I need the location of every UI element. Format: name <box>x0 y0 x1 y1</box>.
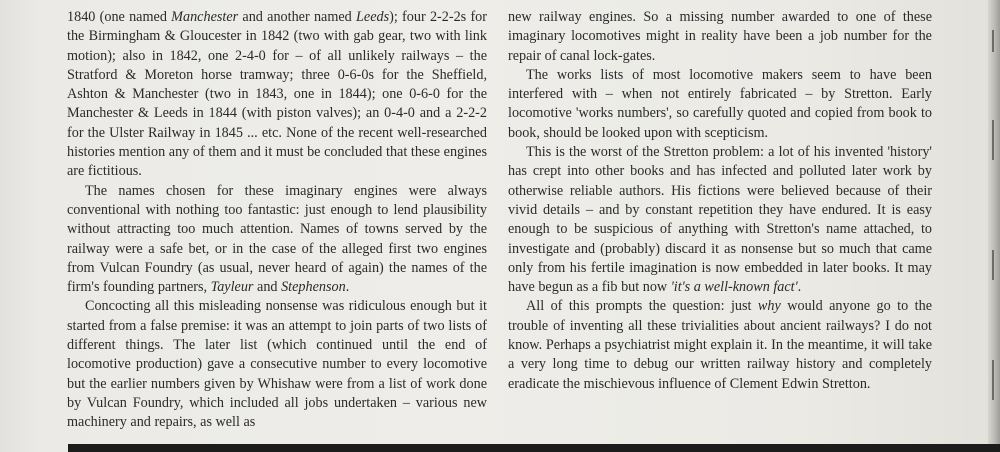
edge-mark <box>992 120 994 160</box>
page-shadow <box>0 0 40 452</box>
edge-mark <box>992 250 994 280</box>
paragraph-right-2: The works lists of most locomotive makers seem to have been interfered with – when not entirely fabricated – by Stretton. Early locomotive 'works numbers', so carefully quoted and copied from book to book, should be looked upon with scepticism. <box>508 66 932 141</box>
paragraph-left-3: Concocting all this misleading nonsense was ridiculous enough but it started from a false premise: it was an attempt to join parts of two lists of different things. The later list (which continued until the end of locomotive production) gave a consecutive number to every locomotive but the earlier numbers given by Whishaw were from a list of work done by Vulcan Foundry, which included all jobs undertaken – various new machinery and repairs, as well as <box>67 298 487 431</box>
edge-mark <box>992 30 994 52</box>
paragraph-right-4: All of this prompts the question: just why would anyone go to the trouble of inventing all these trivialities about ancient railways? I do not know. Perhaps a psychiatrist might explain it. In the meantime, it will take a very long time to debug our written railway history and completely eradicate the mischievous influence of Clement Edwin Stretton. <box>508 298 932 392</box>
edge-mark <box>992 360 994 400</box>
paragraph-right-3: This is the worst of the Stretton problem: a lot of his invented 'history' has crept into other books and has infected and polluted later work by otherwise reliable authors. His fictions were believed because of their vivid details – and by constant repetition they have endured. It is easy enough to be suspicious of anything with Stretton's name attached, to investigate and (probably) discard it as nonsense but so much that came only from his fertile imagination is now embedded in later books. It may have begun as a fib but now 'it's a well-known fact'. <box>508 144 932 296</box>
italic-run: 'it's a well-known fact' <box>670 279 798 296</box>
right-text-column <box>508 8 932 394</box>
italic-run: why <box>757 298 781 315</box>
page-edge-binding <box>988 0 1000 452</box>
paragraph-right-1: new railway engines. So a missing number awarded to one of these imaginary locomotives might in reality have been a job number for the repair of canal lock-gates. <box>508 9 932 64</box>
bottom-footer-bar <box>68 444 1000 452</box>
paragraph-left-2: The names chosen for these imaginary engines were always conventional with nothing too fantastic: just enough to lend plausibility without attracting too much attention. Names of towns served by the railway were a safe bet, or in the case of the alleged first two engines from Vulcan Foundry (as usual, never heard of again) the names of the firm's founding partners, Tayleur and Stephenson. <box>67 182 487 296</box>
italic-run: Tayleur <box>210 279 254 296</box>
left-text-column <box>67 8 487 433</box>
paragraph-left-1: 1840 (one named Manchester and another named Leeds); four 2-2-2s for the Birmingham & Gloucester in 1842 (two with gab gear, two with link motion); also in 1842, one 2-4-0 for – of all unlikely railways – the Stratford & Moreton horse tramway; three 0-6-0s for the Sheffield, Ashton & Manchester (two in 1843, one in 1844); one 0-6-0 for the Manchester & Leeds in 1844 (with piston valves); an 0-4-0 and a 2-2-2 for the Ulster Railway in 1845 ... etc. None of the recent well-researched histories mention any of them and it must be concluded that these engines are fictitious. <box>67 9 488 180</box>
italic-run: Stephenson <box>281 279 346 296</box>
italic-run: Leeds <box>356 9 390 25</box>
italic-run: Manchester <box>171 9 239 25</box>
